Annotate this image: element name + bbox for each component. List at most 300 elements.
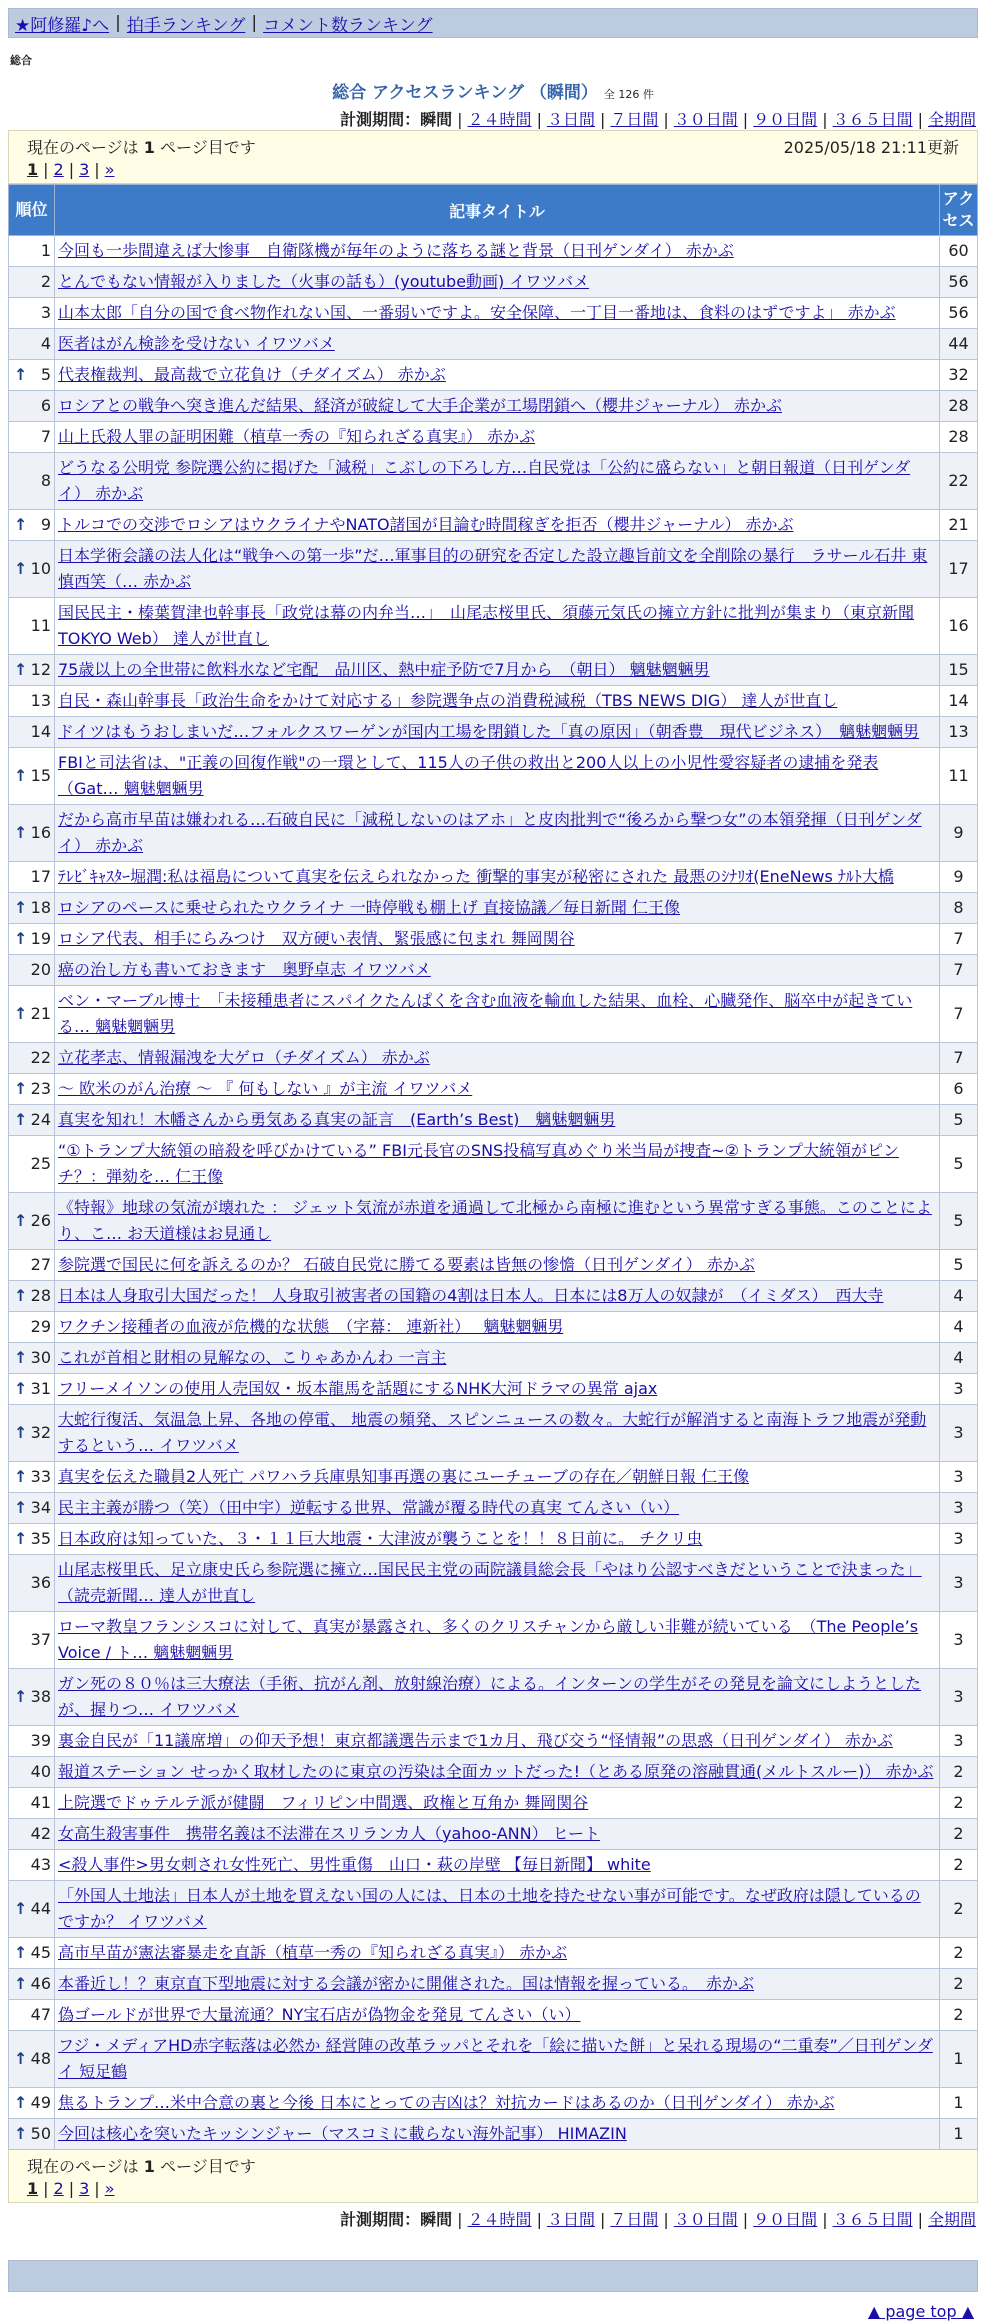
access-count: 2 — [940, 1938, 978, 1969]
article-link[interactable]: 癌の治し方も書いておきます 奥野卓志 イワツバメ — [58, 960, 431, 979]
period-separator: | — [917, 110, 923, 129]
access-count: 13 — [940, 717, 978, 748]
up-arrow-icon: ↑ — [14, 1079, 28, 1098]
table-row — [9, 1612, 978, 1669]
table-row — [9, 893, 978, 924]
table-row — [9, 541, 978, 598]
article-link[interactable]: 75歳以上の全世帯に飲料水など宅配 品川区、熱中症予防で7月から （朝日） 魑魅魍魎男 — [58, 660, 710, 679]
article-link[interactable]: 今回も一歩間違えば大惨事 自衛隊機が毎年のように落ちる謎と背景（日刊ゲンダイ） 赤かぶ — [58, 241, 734, 260]
table-row — [9, 1136, 978, 1193]
table-row — [9, 1312, 978, 1343]
table-row — [9, 1462, 978, 1493]
title-cell — [55, 1524, 940, 1555]
rank-cell — [9, 1136, 55, 1193]
rank-cell — [9, 748, 55, 805]
page-status-prefix: 現在のページは — [27, 138, 139, 157]
rank-cell — [9, 1374, 55, 1405]
period-separator: | — [599, 2210, 606, 2229]
access-count: 3 — [940, 1374, 978, 1405]
access-count: 2 — [940, 1757, 978, 1788]
article-link[interactable]: 「外国人土地法」日本人が土地を買えない国の人には、日本の土地を持たせない事が可能です。なぜ政府は隠しているのですか？ イワツバメ — [58, 1886, 921, 1931]
table-row — [9, 1193, 978, 1250]
rank-cell — [9, 329, 55, 360]
rank-number: 43 — [30, 1855, 51, 1874]
rank-cell — [9, 598, 55, 655]
rank-cell — [9, 1612, 55, 1669]
article-link[interactable]: 女高生殺害事件 携帯名義は不法滞在スリランカ人（yahoo-ANN） ヒート — [58, 1824, 601, 1843]
rank-number: 20 — [30, 960, 51, 979]
pagination — [27, 160, 959, 179]
page-top-link[interactable]: ▲ page top ▲ — [867, 2302, 974, 2321]
rank-cell — [9, 1788, 55, 1819]
article-link[interactable]: フリーメイソンの使用人売国奴・坂本龍馬を話題にするNHK大河ドラマの異常 ajax — [58, 1379, 658, 1398]
article-link[interactable]: ロシアとの戦争へ突き進んだ結果、経済が破綻して大手企業が工場閉鎖へ（櫻井ジャーナル） 赤かぶ — [58, 396, 782, 415]
access-count: 6 — [940, 1074, 978, 1105]
pagination-link[interactable]: 3 — [79, 160, 90, 179]
pagination-separator: | — [43, 160, 49, 179]
up-arrow-icon: ↑ — [14, 766, 28, 785]
period-selector-top — [8, 107, 976, 130]
pagination-link[interactable]: » — [104, 160, 115, 179]
rank-number: 27 — [30, 1255, 51, 1274]
article-link[interactable]: ドイツはもうおしまいだ…フォルクスワーゲンが国内工場を閉鎖した「真の原因」（朝香豊 現代ビジネス） 魑魅魍魎男 — [58, 722, 920, 741]
pagebox-top — [8, 130, 978, 184]
article-link[interactable]: だから高市早苗は嫌われる…石破自民に「減税しないのはアホ」と皮肉批判で“後ろから撃つ女”の本領発揮（日刊ゲンダイ） 赤かぶ — [58, 810, 922, 855]
rank-cell — [9, 805, 55, 862]
table-row — [9, 655, 978, 686]
ranking-table-body — [9, 236, 978, 2150]
up-arrow-icon: ↑ — [14, 898, 28, 917]
article-link[interactable]: “①トランプ大統領の暗殺を呼びかけている” FBI元長官のSNS投稿写真めぐり米当局が捜査~②トランプ大統領がピンチ？：弾劾を… 仁王像 — [58, 1141, 899, 1186]
article-link[interactable]: 報道ステーション せっかく取材したのに東京の汚染は全面カットだった!（とある原発の溶融貫通(メルトスルー)） 赤かぶ — [58, 1762, 934, 1781]
period-link[interactable]: ３日間 — [546, 110, 595, 129]
rank-number: 42 — [30, 1824, 51, 1843]
pagination-link[interactable]: » — [104, 2179, 115, 2198]
title-cell — [55, 1136, 940, 1193]
table-row — [9, 1493, 978, 1524]
access-count: 44 — [940, 329, 978, 360]
period-separator: | — [742, 110, 749, 129]
up-arrow-icon: ↑ — [14, 559, 28, 578]
title-cell — [55, 2119, 940, 2150]
article-link[interactable]: 《特報》地球の気流が壊れた ： ジェット気流が赤道を通過して北極から南極に進むという異常すぎる事態。このことにより、こ… お天道様はお見通し — [58, 1198, 932, 1243]
rank-number: 7 — [40, 427, 51, 446]
table-row — [9, 1105, 978, 1136]
article-link[interactable]: 偽ゴールドが世界で大量流通？NY宝石店が偽物金を発見 てんさい（い） — [58, 2005, 581, 2024]
table-row — [9, 1881, 978, 1938]
table-row — [9, 1757, 978, 1788]
article-link[interactable]: ロシアのペースに乗せられたウクライナ 一時停戦も棚上げ 直接協議／毎日新聞 仁王像 — [58, 898, 680, 917]
rank-number: 10 — [30, 559, 51, 578]
article-link[interactable]: 今回は核心を突いたキッシンジャー（マスコミに載らない海外記事） HIMAZIN — [58, 2124, 627, 2143]
rank-cell — [9, 1193, 55, 1250]
page-status-row — [27, 2154, 959, 2177]
article-link[interactable]: ～ 欧米のがん治療 ～ 『 何もしない 』が主流 イワツバメ — [58, 1079, 473, 1098]
article-link[interactable]: 日本学術会議の法人化は“戦争への第一歩”だ…軍事目的の研究を否定した設立趣旨前文を全削除の暴行 ラサール石井 東慎西笑（… 赤かぶ — [58, 546, 928, 591]
nav-link-ashura[interactable]: ★阿修羅♪へ — [15, 15, 110, 36]
period-link[interactable]: 全期間 — [927, 2210, 976, 2229]
access-count: 8 — [940, 893, 978, 924]
title-cell — [55, 1726, 940, 1757]
up-arrow-icon: ↑ — [14, 1498, 28, 1517]
table-row — [9, 748, 978, 805]
article-link[interactable]: 山上氏殺人罪の証明困難（植草一秀の『知られざる真実』） 赤かぶ — [58, 427, 536, 446]
rank-cell — [9, 1969, 55, 2000]
rank-column-header: 順位 — [9, 185, 55, 236]
rank-number: 46 — [30, 1974, 51, 1993]
article-link[interactable]: 民主主義が勝つ（笑）（田中宇）逆転する世界、常識が覆る時代の真実 てんさい（い） — [58, 1498, 680, 1517]
up-arrow-icon: ↑ — [14, 2093, 28, 2112]
table-row — [9, 236, 978, 267]
title-column-header: 記事タイトル — [55, 185, 940, 236]
access-count: 3 — [940, 1555, 978, 1612]
title-cell — [55, 453, 940, 510]
title-cell — [55, 1493, 940, 1524]
table-row — [9, 1555, 978, 1612]
title-cell — [55, 1043, 940, 1074]
rank-cell — [9, 1881, 55, 1938]
rank-number: 50 — [30, 2124, 51, 2143]
table-row — [9, 686, 978, 717]
access-count: 2 — [940, 1881, 978, 1938]
title-cell — [55, 748, 940, 805]
table-row — [9, 422, 978, 453]
article-link[interactable]: 日本は人身取引大国だった！ 人身取引被害者の国籍の4割は日本人。日本には8万人の奴隷が （イミダス） 西大寺 — [58, 1286, 884, 1305]
access-count: 9 — [940, 805, 978, 862]
table-row — [9, 924, 978, 955]
table-row — [9, 2088, 978, 2119]
access-count: 3 — [940, 1612, 978, 1669]
title-cell — [55, 1669, 940, 1726]
rank-cell — [9, 862, 55, 893]
title-cell — [55, 1405, 940, 1462]
rank-cell — [9, 924, 55, 955]
up-arrow-icon: ↑ — [14, 1286, 28, 1305]
rank-cell — [9, 717, 55, 748]
rank-number: 21 — [30, 1004, 51, 1023]
page — [8, 8, 978, 2321]
title-cell — [55, 1881, 940, 1938]
top-nav — [8, 8, 978, 38]
table-row — [9, 267, 978, 298]
period-separator: | — [742, 2210, 749, 2229]
up-arrow-icon: ↑ — [14, 1211, 28, 1230]
up-arrow-icon: ↑ — [14, 823, 28, 842]
article-link[interactable]: 上院選でドゥテルテ派が健闘 フィリピン中間選、政権と互角か 舞岡関谷 — [58, 1793, 589, 1812]
title-cell — [55, 2088, 940, 2119]
rank-number: 3 — [40, 303, 51, 322]
article-link[interactable]: 立花孝志、情報漏洩を大ゲロ（チダイズム） 赤かぶ — [58, 1048, 430, 1067]
page-status — [27, 2154, 256, 2177]
pagebox-bottom — [8, 2150, 978, 2203]
title-cell — [55, 1074, 940, 1105]
table-row — [9, 1969, 978, 2000]
table-row — [9, 2031, 978, 2088]
rank-cell — [9, 1669, 55, 1726]
access-count: 9 — [940, 862, 978, 893]
article-link[interactable]: 医者はがん検診を受けない イワツバメ — [58, 334, 335, 353]
table-row — [9, 805, 978, 862]
article-link[interactable]: ガン死の８０％は三大療法（手術、抗がん剤、放射線治療）による。インターンの学生がその発見を論文にしようとしたが、握りつ… イワツバメ — [58, 1674, 922, 1719]
article-link[interactable]: トルコでの交渉でロシアはウクライナやNATO諸国が目論む時間稼ぎを拒否（櫻井ジャーナル） 赤かぶ — [58, 515, 794, 534]
table-row — [9, 298, 978, 329]
title-cell — [55, 1105, 940, 1136]
title-cell — [55, 541, 940, 598]
article-link[interactable]: 山尾志桜里氏、足立康史氏ら参院選に擁立…国民民主党の両院議員総会長「やはり公認すべきだということで決まった」（読売新聞… 達人が世直し — [58, 1560, 922, 1605]
period-link[interactable]: ９０日間 — [753, 2210, 818, 2229]
article-link[interactable]: 山本太郎「自分の国で食べ物作れない国、一番弱いですよ。安全保障、一丁目一番地は、食料のはずですよ」 赤かぶ — [58, 303, 896, 322]
rank-number: 32 — [30, 1423, 51, 1442]
access-count: 3 — [940, 1462, 978, 1493]
period-link[interactable]: ３６５日間 — [832, 110, 913, 129]
rank-number: 34 — [30, 1498, 51, 1517]
article-link[interactable]: 真実を知れ！木幡さんから勇気ある真実の証言 (Earth’s Best) 魑魅魍魎男 — [58, 1110, 616, 1129]
access-count: 7 — [940, 986, 978, 1043]
table-row — [9, 1938, 978, 1969]
article-link[interactable]: ワクチン接種者の血液が危機的な状態 （字幕： 連新社） 魑魅魍魎男 — [58, 1317, 564, 1336]
rank-number: 2 — [40, 272, 51, 291]
rank-number: 40 — [30, 1762, 51, 1781]
article-link[interactable]: 焦るトランプ…米中合意の裏と今後 日本にとっての吉凶は？対抗カードはあるのか（日刊ゲンダイ） 赤かぶ — [58, 2093, 835, 2112]
rank-cell — [9, 422, 55, 453]
up-arrow-icon: ↑ — [14, 1529, 28, 1548]
rank-number: 41 — [30, 1793, 51, 1812]
rank-cell — [9, 360, 55, 391]
rank-number: 18 — [30, 898, 51, 917]
access-count: 56 — [940, 267, 978, 298]
table-row — [9, 360, 978, 391]
table-row — [9, 1281, 978, 1312]
table-row — [9, 1819, 978, 1850]
rank-cell — [9, 2031, 55, 2088]
access-count: 3 — [940, 1493, 978, 1524]
title-cell — [55, 1612, 940, 1669]
nav-link-comment-ranking[interactable]: コメント数ランキング — [263, 15, 433, 36]
access-count: 1 — [940, 2031, 978, 2088]
pagination-link[interactable]: 2 — [53, 2179, 64, 2198]
article-link[interactable]: 裏金自民が「11議席増」の仰天予想！東京都議選告示まで1カ月、飛び交う“怪情報”の思惑（日刊ゲンダイ） 赤かぶ — [58, 1731, 893, 1750]
article-link[interactable]: <殺人事件>男女刺され女性死亡、男性重傷 山口・萩の岸壁 【毎日新聞】 white — [58, 1855, 651, 1874]
page-status-suffix: ページ目です — [160, 2157, 256, 2176]
rank-cell — [9, 655, 55, 686]
up-arrow-icon: ↑ — [14, 1687, 28, 1706]
rank-number: 30 — [30, 1348, 51, 1367]
rank-cell — [9, 986, 55, 1043]
pagination-separator: | — [94, 2179, 100, 2198]
table-row — [9, 1726, 978, 1757]
rank-number: 24 — [30, 1110, 51, 1129]
article-link[interactable]: ベン・マーブル博士 「未接種患者にスパイクたんぱくを含む血液を輸血した結果、血栓、心臓発作、脳卒中が起きている… 魑魅魍魎男 — [58, 991, 913, 1036]
page-top-area — [8, 2302, 978, 2321]
title-cell — [55, 1343, 940, 1374]
up-arrow-icon: ↑ — [14, 1379, 28, 1398]
article-link[interactable]: 大蛇行復活、気温急上昇、各地の停電、 地震の頻発、スピンニュースの数々。大蛇行が解消すると南海トラフ地震が発動するという… イワツバメ — [58, 1410, 927, 1455]
rank-number: 6 — [40, 396, 51, 415]
pagination-link[interactable]: 2 — [53, 160, 64, 179]
rank-number: 31 — [30, 1379, 51, 1398]
article-link[interactable]: 参院選で国民に何を訴えるのか？ 石破自民党に勝てる要素は皆無の惨憺（日刊ゲンダイ） 赤かぶ — [58, 1255, 755, 1274]
rank-cell — [9, 1312, 55, 1343]
article-link[interactable]: 日本政府は知っていた、３・１１巨大地震・大津波が襲うことを！！８日前に。 チクリ虫 — [58, 1529, 703, 1548]
period-link[interactable]: ３０日間 — [673, 110, 738, 129]
rank-cell — [9, 1493, 55, 1524]
category-label: 総合 — [10, 54, 32, 67]
title-cell — [55, 717, 940, 748]
rank-cell — [9, 1250, 55, 1281]
table-row — [9, 1524, 978, 1555]
period-link[interactable]: ３６５日間 — [832, 2210, 913, 2229]
period-link[interactable]: ３日間 — [546, 2210, 595, 2229]
access-count: 56 — [940, 298, 978, 329]
up-arrow-icon: ↑ — [14, 515, 28, 534]
up-arrow-icon: ↑ — [14, 1899, 28, 1918]
title-cell — [55, 924, 940, 955]
access-count: 15 — [940, 655, 978, 686]
title-cell — [55, 1281, 940, 1312]
table-row — [9, 1250, 978, 1281]
pagination-separator: | — [68, 160, 75, 179]
access-count: 7 — [940, 924, 978, 955]
table-row — [9, 862, 978, 893]
rank-cell — [9, 2119, 55, 2150]
table-row — [9, 453, 978, 510]
access-count: 11 — [940, 748, 978, 805]
access-count: 28 — [940, 422, 978, 453]
rank-cell — [9, 1343, 55, 1374]
title-cell — [55, 1462, 940, 1493]
rank-cell — [9, 1726, 55, 1757]
rank-cell — [9, 267, 55, 298]
up-arrow-icon: ↑ — [14, 365, 28, 384]
title-cell — [55, 1555, 940, 1612]
table-row — [9, 1405, 978, 1462]
rank-cell — [9, 1819, 55, 1850]
pagination — [27, 2179, 959, 2198]
article-link[interactable]: 国民民主・榛葉賀津也幹事長「政党は幕の内弁当…」 山尾志桜里氏、須藤元気氏の擁立方針に批判が集まり（東京新聞TOKYO Web） 達人が世直し — [58, 603, 915, 648]
rank-cell — [9, 298, 55, 329]
rank-number: 26 — [30, 1211, 51, 1230]
rank-number: 14 — [30, 722, 51, 741]
title-cell — [55, 391, 940, 422]
access-count: 28 — [940, 391, 978, 422]
article-link[interactable]: 代表権裁判、最高裁で立花負け（チダイズム） 赤かぶ — [58, 365, 446, 384]
article-link[interactable]: ローマ教皇フランシスコに対して、真実が暴露され、多くのクリスチャンから厳しい非難が続いている （The People’s Voice / ト… 魑魅魍魎男 — [58, 1617, 919, 1662]
rank-number: 49 — [30, 2093, 51, 2112]
page-status-suffix: ページ目です — [160, 138, 256, 157]
title-cell — [55, 955, 940, 986]
table-row — [9, 986, 978, 1043]
rank-number: 12 — [30, 660, 51, 679]
pagination-separator: | — [94, 160, 100, 179]
title-cell — [55, 422, 940, 453]
nav-separator: | — [251, 13, 258, 33]
rank-cell — [9, 2088, 55, 2119]
page-status-row — [27, 135, 959, 158]
access-count: 7 — [940, 1043, 978, 1074]
article-link[interactable]: どうなる公明党 参院選公約に掲げた「減税」こぶしの下ろし方…自民党は「公約に盛らない」と朝日報道（日刊ゲンダイ） 赤かぶ — [58, 458, 911, 503]
title-cell — [55, 1969, 940, 2000]
rank-number: 35 — [30, 1529, 51, 1548]
rank-number: 8 — [40, 471, 51, 490]
access-count: 5 — [940, 1136, 978, 1193]
pagination-separator: | — [43, 2179, 49, 2198]
article-link[interactable]: 本番近し！？東京直下型地震に対する会議が密かに開催された。国は情報を握っている。 赤かぶ — [58, 1974, 755, 1993]
period-separator: | — [917, 2210, 923, 2229]
rank-cell — [9, 1105, 55, 1136]
access-count: 22 — [940, 453, 978, 510]
access-count: 3 — [940, 1524, 978, 1555]
title-cell — [55, 686, 940, 717]
period-selector-bottom — [8, 2207, 976, 2230]
pagination-current: 1 — [27, 160, 39, 179]
rank-number: 45 — [30, 1943, 51, 1962]
rank-cell — [9, 391, 55, 422]
title-cell — [55, 1757, 940, 1788]
article-link[interactable]: フジ・メディアHD赤字転落は必然か 経営陣の改革ラッパとそれを「絵に描いた餅」と呆れる現場の“二重奏”／日刊ゲンダイ 短足鶴 — [58, 2036, 933, 2081]
title-cell — [55, 2000, 940, 2031]
rank-number: 11 — [30, 616, 51, 635]
period-link[interactable]: 全期間 — [927, 110, 976, 129]
article-link[interactable]: 真実を伝えた職員2人死亡 パワハラ兵庫県知事再選の裏にユーチューブの存在／朝鮮日報 仁王像 — [58, 1467, 750, 1486]
period-link[interactable]: ９０日間 — [753, 110, 818, 129]
article-link[interactable]: ﾃﾚﾋﾞｷｬｽﾀｰ堀潤:私は福島について真実を伝えられなかった 衝撃的事実が秘密にされた 最悪のｼﾅﾘｵ(EneNews ﾅﾙﾄ大橋 — [58, 867, 894, 886]
rank-number: 1 — [40, 241, 51, 260]
page-status — [27, 135, 256, 158]
rank-cell — [9, 1938, 55, 1969]
title-cell — [55, 1788, 940, 1819]
period-link[interactable]: ３０日間 — [673, 2210, 738, 2229]
access-count: 2 — [940, 2000, 978, 2031]
rank-number: 22 — [30, 1048, 51, 1067]
period-link[interactable]: ２４時間 — [467, 2210, 532, 2229]
period-link[interactable]: ２４時間 — [467, 110, 532, 129]
title-cell — [55, 986, 940, 1043]
period-link[interactable]: ７日間 — [610, 110, 659, 129]
article-link[interactable]: これが首相と財相の見解なの、こりゃあかんわ 一言主 — [58, 1348, 447, 1367]
title-cell — [55, 329, 940, 360]
title-cell — [55, 1374, 940, 1405]
article-link[interactable]: ロシア代表、相手にらみつけ 双方硬い表情、緊張感に包まれ 舞岡関谷 — [58, 929, 575, 948]
article-link[interactable]: とんでもない情報が入りました（火事の話も）(youtube動画) イワツバメ — [58, 272, 590, 291]
rank-number: 23 — [30, 1079, 51, 1098]
pagination-link[interactable]: 3 — [79, 2179, 90, 2198]
table-row — [9, 2000, 978, 2031]
rank-cell — [9, 1524, 55, 1555]
rank-cell — [9, 1850, 55, 1881]
rank-number: 25 — [30, 1154, 51, 1173]
table-row — [9, 717, 978, 748]
article-link[interactable]: 高市早苗が憲法審暴走を直訴（植草一秀の『知られざる真実』） 赤かぶ — [58, 1943, 568, 1962]
rank-number: 48 — [30, 2049, 51, 2068]
period-link[interactable]: ７日間 — [610, 2210, 659, 2229]
access-count: 1 — [940, 2119, 978, 2150]
up-arrow-icon: ↑ — [14, 2124, 28, 2143]
table-row — [9, 955, 978, 986]
ranking-heading — [8, 78, 978, 103]
rank-number: 5 — [40, 365, 51, 384]
nav-link-applause-ranking[interactable]: 拍手ランキング — [126, 15, 246, 36]
period-separator: | — [663, 2210, 669, 2229]
access-count: 2 — [940, 1819, 978, 1850]
period-separator: | — [822, 2210, 828, 2229]
article-link[interactable]: 自民・森山幹事長「政治生命をかけて対応する」参院選争点の消費税減税（TBS NEWS DIG） 達人が世直し — [58, 691, 838, 710]
article-link[interactable]: FBIと司法省は、"正義の回復作戦"の一環として、115人の子供の救出と200人以上の小児性愛容疑者の逮捕を発表（Gat… 魑魅魍魎男 — [58, 753, 879, 798]
ranking-title: 総合 アクセスランキング （瞬間） — [332, 83, 598, 103]
title-cell — [55, 1938, 940, 1969]
up-arrow-icon: ↑ — [14, 1974, 28, 1993]
title-cell — [55, 510, 940, 541]
period-separator: | — [536, 2210, 542, 2229]
